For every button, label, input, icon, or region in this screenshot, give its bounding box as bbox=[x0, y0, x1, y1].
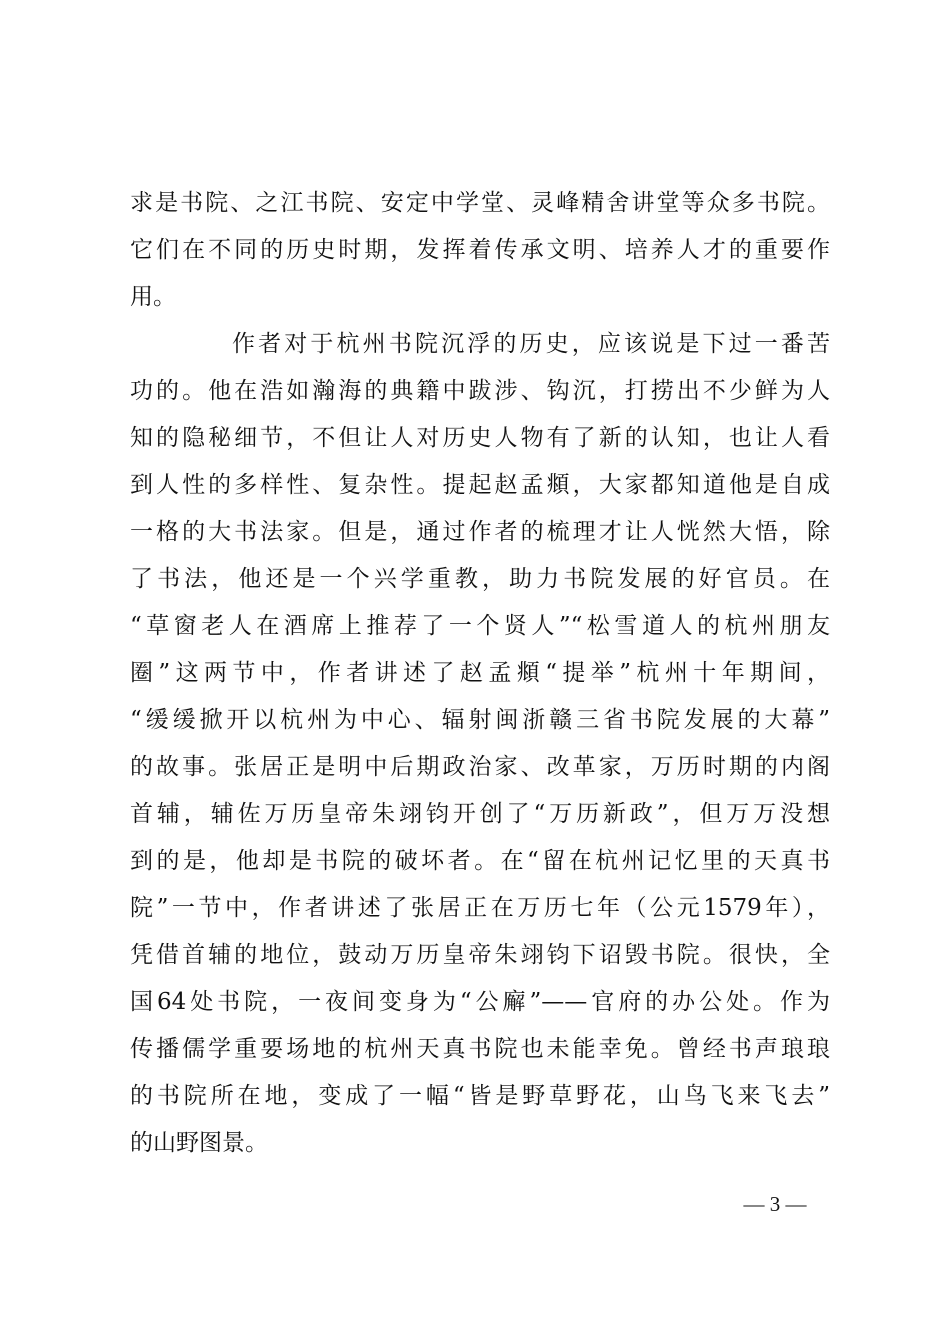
text-line: 功的。他在浩如瀚海的典籍中跋涉、钩沉，打捞出不少鲜为人 bbox=[130, 378, 830, 404]
text-line: “缓缓掀开以杭州为中心、辐射闽浙赣三省书院发展的大幕” bbox=[130, 707, 830, 733]
body-text bbox=[130, 180, 830, 1167]
text-line: 知的隐秘细节，不但让人对历史人物有了新的认知，也让人看 bbox=[130, 425, 830, 451]
text-line: 院”一节中，作者讲述了张居正在万历七年（公元1579年）， bbox=[130, 895, 830, 921]
text-line: “草窗老人在酒席上推荐了一个贤人”“松雪道人的杭州朋友 bbox=[130, 613, 830, 639]
text-line: 的故事。张居正是明中后期政治家、改革家，万历时期的内阁 bbox=[130, 754, 830, 780]
text-line: 了书法，他还是一个兴学重教，助力书院发展的好官员。在 bbox=[130, 566, 830, 592]
text-line: 的山野图景。 bbox=[130, 1130, 268, 1156]
text-line: 凭借首辅的地位，鼓动万历皇帝朱翊钧下诏毁书院。很快，全 bbox=[130, 942, 830, 968]
text-line: 传播儒学重要场地的杭州天真书院也未能幸免。曾经书声琅琅 bbox=[130, 1036, 830, 1062]
text-line: 到人性的多样性、复杂性。提起赵孟頫，大家都知道他是自成 bbox=[130, 472, 830, 498]
text-line: 到的是，他却是书院的破坏者。在“留在杭州记忆里的天真书 bbox=[130, 848, 830, 874]
text-line: 它们在不同的历史时期，发挥着传承文明、培养人才的重要作 bbox=[130, 237, 830, 263]
text-line: 首辅，辅佐万历皇帝朱翊钧开创了“万历新政”，但万万没想 bbox=[130, 801, 830, 827]
text-line: 用。 bbox=[130, 284, 176, 310]
page-number: — 3 — bbox=[743, 1192, 807, 1216]
text-line: 求是书院、之江书院、安定中学堂、灵峰精舍讲堂等众多书院。 bbox=[130, 190, 830, 216]
text-line: 一格的大书法家。但是，通过作者的梳理才让人恍然大悟，除 bbox=[130, 519, 830, 545]
text-line: 国64处书院，一夜间变身为“公廨”——官府的办公处。作为 bbox=[130, 989, 830, 1015]
text-line: 的书院所在地，变成了一幅“皆是野草野花，山鸟飞来飞去” bbox=[130, 1083, 830, 1109]
paragraph-first-line: 作者对于杭州书院沉浮的历史，应该说是下过一番苦 bbox=[232, 331, 830, 357]
text-line: 圈”这两节中，作者讲述了赵孟頫“提举”杭州十年期间， bbox=[130, 660, 830, 686]
